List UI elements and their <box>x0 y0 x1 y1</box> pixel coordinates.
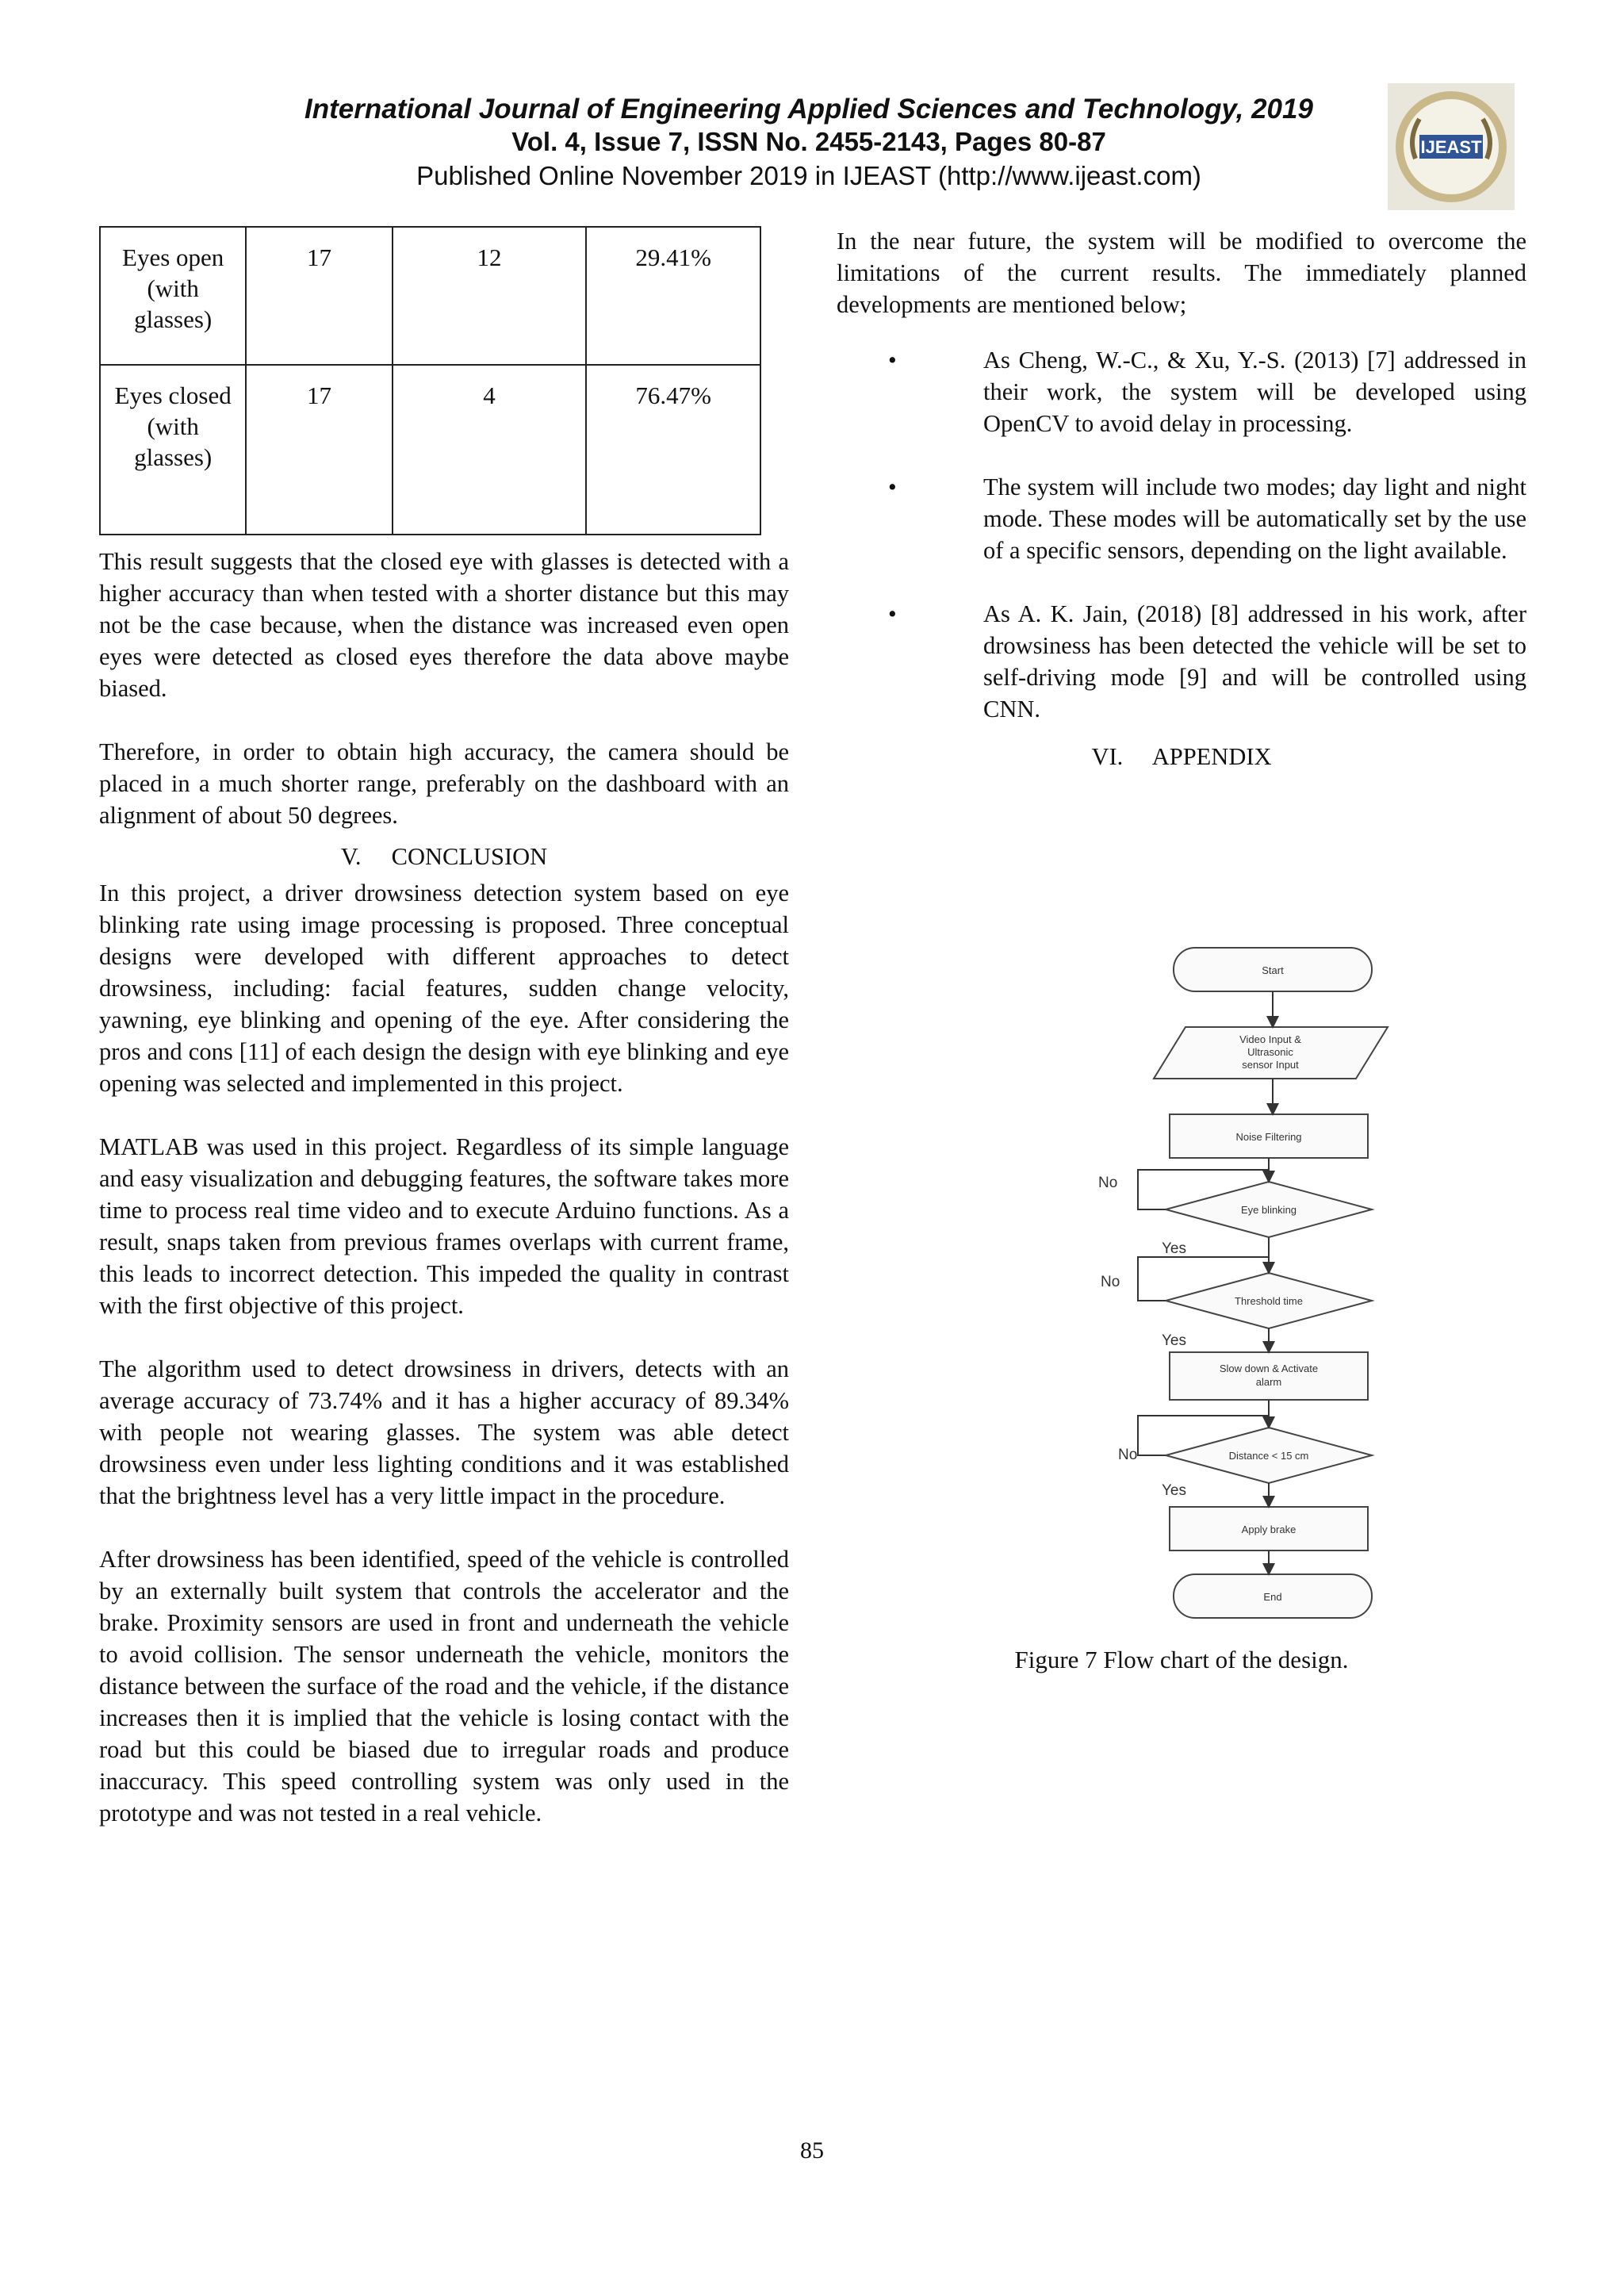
paragraph: The algorithm used to detect drowsiness in drivers, detects with an average accuracy of 73.74% and it has a higher accuracy of 89.34% with people not wearing glasses. The system was able detect drowsiness even under less lighting conditions and it was established that the brightness level has a very little impact in the procedure. <box>99 1355 789 1509</box>
paragraph: Therefore, in order to obtain high accuracy, the camera should be placed in a much shorter range, preferably on the dashboard with an alignment of about 50 degrees. <box>99 738 789 829</box>
section-title: CONCLUSION <box>391 843 548 870</box>
section-heading <box>837 741 1526 772</box>
list-item <box>837 344 1526 439</box>
flow-label-distance: Distance < 15 cm <box>1228 1450 1309 1462</box>
flow-label-input-1: Video Input & <box>1239 1033 1301 1045</box>
section-heading <box>99 841 789 872</box>
paragraph: This result suggests that the closed eye with glasses is detected with a higher accuracy than when tested with a shorter distance but this may not be the case because, when the distance was increased even open eyes were detected as closed eyes therefore the data above maybe biased. <box>99 548 789 702</box>
flow-yes-1: Yes <box>1162 1240 1186 1257</box>
flow-label-eye: Eye blinking <box>1240 1204 1297 1216</box>
flow-no-2: No <box>1101 1274 1120 1290</box>
figure-caption: Figure 7 Flow chart of the design. <box>1014 1646 1349 1673</box>
table-cell: 17 <box>246 365 392 535</box>
table-cell: Eyes closed (with glasses) <box>100 365 246 535</box>
page-number: 85 <box>800 2137 824 2164</box>
paragraph: After drowsiness has been identified, speed of the vehicle is controlled by an externally built system that controls the accelerator and the brake. Proximity sensors are used in front and underneath the vehicle to avoid collision. The sensor underneath the vehicle, monitors the distance between the surface of the road and the vehicle, if the distance increases then it is implied that the vehicle is losing contact with the road but this could be biased due to irregular roads and produce inaccuracy. This speed controlling system was only used in the prototype and was not tested in a real vehicle. <box>99 1546 789 1826</box>
paragraph: MATLAB was used in this project. Regardless of its simple language and easy visualization and debugging features, the software takes more time to process real time video and to execute Arduino functions. As a result, snaps taken from previous frames overlaps with current frame, this leads to incorrect detection. This impeded the quality in contrast with the first objective of this project. <box>99 1133 789 1319</box>
bullet-icon: • <box>888 347 897 374</box>
table-cell: Eyes open (with glasses) <box>100 227 246 365</box>
paragraph: In the near future, the system will be modified to overcome the limitations of the current results. The immediately planned developments are mentioned below; <box>837 228 1526 318</box>
flow-label-slow-2: alarm <box>1255 1376 1282 1388</box>
table-cell: 76.47% <box>586 365 760 535</box>
list-item-text: As A. K. Jain, (2018) [8] addressed in his work, after drowsiness has been detected the vehicle will be set to self-driving mode [9] and will be controlled using CNN. <box>983 600 1526 723</box>
flow-no-3: No <box>1118 1447 1138 1463</box>
journal-volume: Vol. 4, Issue 7, ISSN No. 2455-2143, Pages 80-87 <box>511 127 1106 156</box>
journal-title: International Journal of Engineering Applied Sciences and Technology, 2019 <box>304 94 1313 125</box>
flow-label-start: Start <box>1262 964 1284 976</box>
flow-label-end: End <box>1263 1591 1282 1603</box>
section-number: V. <box>340 843 362 870</box>
flow-yes-3: Yes <box>1162 1482 1186 1499</box>
bullet-icon: • <box>888 600 897 627</box>
left-column <box>99 546 789 1829</box>
section-number: VI. <box>1091 743 1124 770</box>
flow-label-input-2: Ultrasonic <box>1247 1046 1293 1058</box>
bullet-icon: • <box>888 473 897 500</box>
section-title: APPENDIX <box>1151 743 1272 770</box>
table-cell: 4 <box>393 365 587 535</box>
ijeast-logo <box>1388 83 1515 210</box>
bullet-list <box>837 344 1526 725</box>
flowchart <box>1086 940 1404 1630</box>
flow-label-brake: Apply brake <box>1241 1524 1297 1535</box>
list-item-text: As Cheng, W.-C., & Xu, Y.-S. (2013) [7] addressed in their work, the system will be developed using OpenCV to avoid delay in processing. <box>983 347 1526 437</box>
results-table <box>99 226 761 535</box>
flow-label-threshold: Threshold time <box>1235 1295 1303 1307</box>
right-column <box>837 225 1526 772</box>
table-cell: 12 <box>393 227 587 365</box>
flow-label-slow-1: Slow down & Activate <box>1219 1363 1319 1374</box>
list-item-text: The system will include two modes; day light and night mode. These modes will be automatically set by the use of a specific sensors, depending on the light available. <box>983 473 1526 564</box>
table-cell: 29.41% <box>586 227 760 365</box>
table-row <box>100 365 760 535</box>
flow-label-noise: Noise Filtering <box>1235 1131 1302 1143</box>
flow-yes-2: Yes <box>1162 1332 1186 1349</box>
list-item <box>837 598 1526 725</box>
flow-no-1: No <box>1098 1175 1118 1191</box>
paragraph: In this project, a driver drowsiness detection system based on eye blinking rate using image processing is proposed. Three conceptual designs were developed with different approaches to detect drowsiness, including: facial features, sudden change velocity, yawning, eye blinking and opening of the eye. After considering the pros and cons [11] of each design the design with eye blinking and eye opening was selected and implemented in this project. <box>99 880 789 1097</box>
table-cell: 17 <box>246 227 392 365</box>
logo-text: IJEAST <box>1420 137 1482 157</box>
table-row <box>100 227 760 365</box>
journal-published: Published Online November 2019 in IJEAST (http://www.ijeast.com) <box>416 161 1201 190</box>
list-item <box>837 471 1526 566</box>
flow-label-input-3: sensor Input <box>1242 1059 1299 1071</box>
